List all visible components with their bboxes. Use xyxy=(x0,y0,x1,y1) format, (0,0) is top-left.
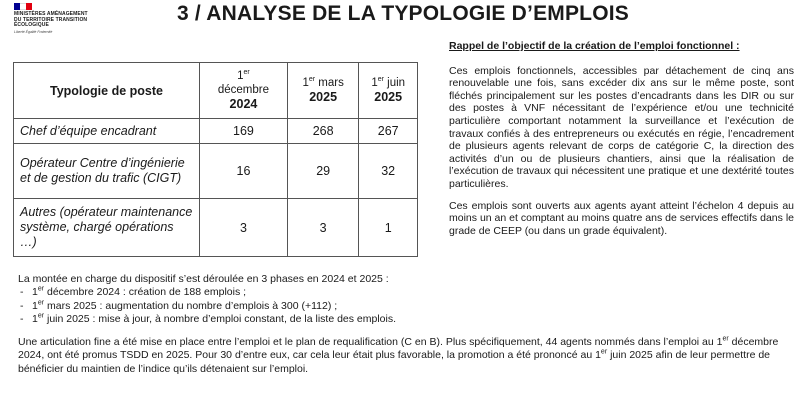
table-header-row xyxy=(14,63,418,119)
list-item: - 1er mars 2025 : augmentation du nombre d’emplois à 300 (+112) ; xyxy=(18,300,794,313)
table-row xyxy=(14,119,418,144)
table-cell: 29 xyxy=(287,144,358,199)
reminder-paragraph: Ces emplois fonctionnels, accessibles par détachement de cinq ans renouvelable une fois, sans excéder dix ans sur le même poste, sont fléchés principalement sur les postes d’encadrants dans les DIR ou sur des postes à VNF nécessitant de l’expérience et/ou une technicité particulière comportant notamment la surveillance et l’exécution de travaux confiés à des entrepreneurs ou exécutés en régie, l’encadrement de plusieurs agents relevant de corps de catégorie C, la direction des activités d’un ou de plusieurs chantiers, ainsi que la réalisation de l’exécution de travaux qui nécessitent une pratique et une dextérité toutes particulières. xyxy=(449,64,794,190)
table-cell: 3 xyxy=(287,199,358,257)
rollout-section xyxy=(18,273,794,376)
rollout-intro: La montée en charge du dispositif s’est déroulée en 3 phases en 2024 et 2025 : xyxy=(18,273,389,285)
job-typology-table xyxy=(13,62,418,257)
table-cell: 32 xyxy=(359,144,418,199)
column-header-date: 1er décembre 2024 xyxy=(200,63,288,119)
rollout-phase-list xyxy=(18,286,794,326)
articulation-paragraph: Une articulation fine a été mise en place entre l’emploi et le plan de requalification (C en B). Plus spécifiquement, 44 agents nommés dans l’emploi au 1er décembre 2024, ont été promus TSDD en 2025. Pour 30 d’entre eux, car cela leur était plus favorable, la promotion a été prononcé au 1er juin 2025 afin de leur permettre de bénéficier du maintien de l’indice qu’ils détenaient sur l’emploi. xyxy=(18,335,779,375)
table-cell: 16 xyxy=(200,144,288,199)
table-cell: 3 xyxy=(200,199,288,257)
list-item: - 1er juin 2025 : mise à jour, à nombre d’emploi constant, de la liste des emplois. xyxy=(18,313,794,326)
table-cell: 268 xyxy=(287,119,358,144)
row-label: Chef d’équipe encadrant xyxy=(14,119,200,144)
list-item: - 1er décembre 2024 : création de 188 emplois ; xyxy=(18,286,794,299)
reminder-heading: Rappel de l’objectif de la création de l’emploi fonctionnel : xyxy=(449,40,740,52)
republic-motto: Liberté Égalité Fraternité xyxy=(14,29,53,34)
table-row xyxy=(14,199,418,257)
table-cell: 169 xyxy=(200,119,288,144)
column-header-typology: Typologie de poste xyxy=(14,63,200,119)
ministry-name: MINISTÈRES AMÉNAGEMENT DU TERRITOIRE TRANSITION ÉCOLOGIQUE xyxy=(14,11,88,29)
table-row xyxy=(14,144,418,199)
table-cell: 1 xyxy=(359,199,418,257)
table-cell: 267 xyxy=(359,119,418,144)
column-header-date: 1er mars 2025 xyxy=(287,63,358,119)
column-header-date: 1er juin 2025 xyxy=(359,63,418,119)
row-label: Opérateur Centre d’ingénierie et de gestion du trafic (CIGT) xyxy=(14,144,200,199)
page-title: 3 / ANALYSE DE LA TYPOLOGIE D’EMPLOIS xyxy=(177,2,629,25)
row-label: Autres (opérateur maintenance système, chargé opérations …) xyxy=(14,199,200,257)
objective-reminder xyxy=(449,40,794,246)
reminder-paragraph: Ces emplois sont ouverts aux agents ayant atteint l’échelon 4 depuis au moins un an et comptant au moins quatre ans de services effectifs dans le grade de CEEP (ou dans un grade équivalent). xyxy=(449,199,794,237)
